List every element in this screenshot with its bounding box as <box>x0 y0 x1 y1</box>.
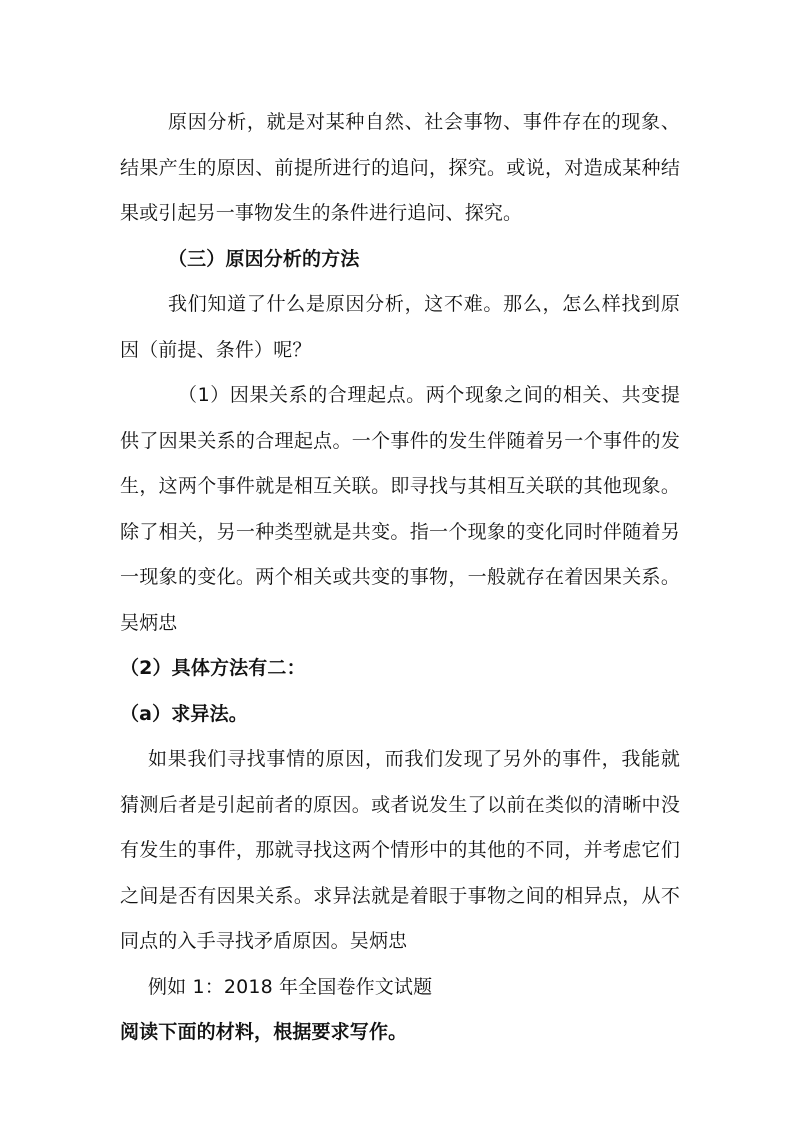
section-heading-methods: （三）原因分析的方法 <box>168 247 360 270</box>
paragraph-question: 我们知道了什么是原因分析，这不难。那么，怎么样找到原因（前提、条件）呢？ <box>120 293 680 361</box>
paragraph-difference-method: 如果我们寻找事情的原因，而我们发现了另外的事件，我能就猜测后者是引起前者的原因。或者说发生了以前在类似的清晰中没有发生的事件，那就寻找这两个情形中的其他的不同，并考虑它们之间是否有因果关系。求异法就是着眼于事物之间的相异点，从不同点的入手寻找矛盾原因。吴炳忠 <box>120 748 680 952</box>
subheading-difference-method: （a）求异法。 <box>120 702 248 725</box>
subheading-two-methods: （2）具体方法有二： <box>120 657 306 679</box>
paragraph-definition: 原因分析，就是对某种自然、社会事物、事件存在的现象、结果产生的原因、前提所进行的追问，探究。或说，对造成某种结果或引起另一事物发生的条件进行追问、探究。 <box>120 111 680 224</box>
paragraph-read-material: 阅读下面的材料，根据要求写作。 <box>120 1021 408 1043</box>
document-body <box>120 100 680 1056</box>
paragraph-causal-start: （1）因果关系的合理起点。两个现象之间的相关、共变提供了因果关系的合理起点。一个事件的发生伴随着另一个事件的发生，这两个事件就是相互关联。即寻找与其相互关联的其他现象。除了相关，另一种类型就是共变。指一个现象的变化同时伴随着另一现象的变化。两个相关或共变的事物，一般就存在着因果关系。吴炳忠 <box>120 384 680 634</box>
paragraph-example-title: 例如 1：2018 年全国卷作文试题 <box>148 975 433 998</box>
